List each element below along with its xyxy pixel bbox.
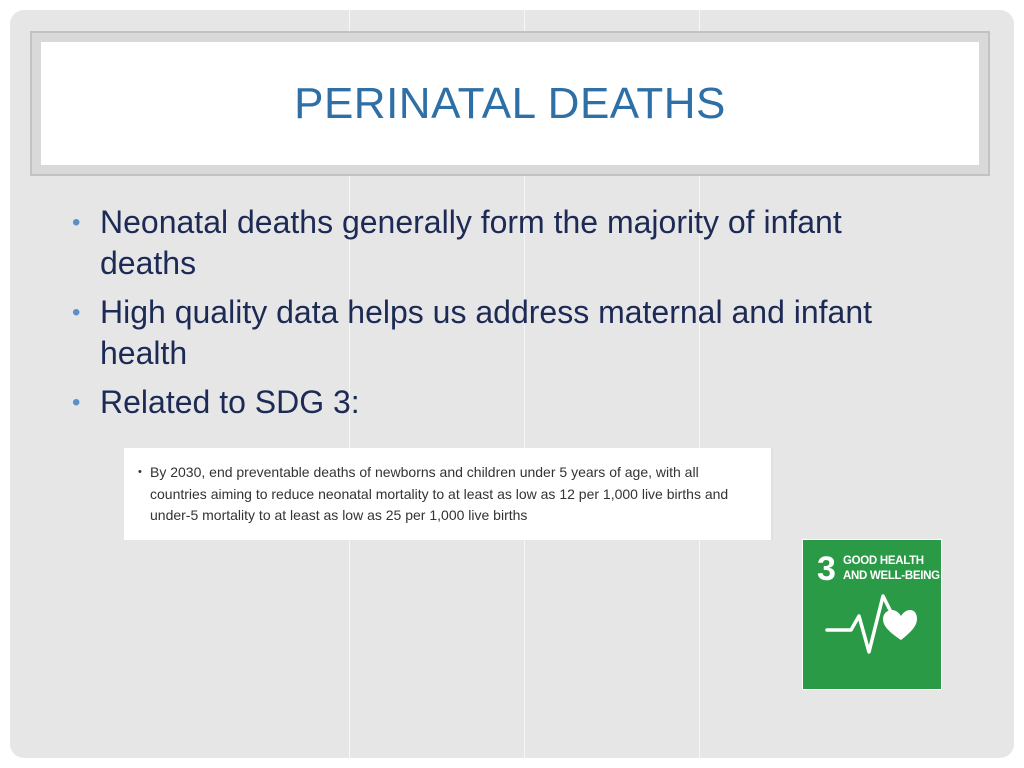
bullet-item	[70, 202, 940, 284]
slide-title: PERINATAL DEATHS	[294, 78, 726, 128]
bullet-text: High quality data helps us address maternal and infant health	[100, 294, 873, 371]
bullet-item	[70, 382, 940, 423]
bullet-icon: •	[72, 299, 81, 326]
sdg-number: 3	[817, 550, 836, 588]
title-frame	[30, 31, 990, 176]
bullet-item	[70, 292, 940, 374]
sdg-label	[843, 554, 940, 584]
sdg-3-logo	[802, 539, 942, 690]
quote-bullet-icon: •	[138, 466, 142, 478]
sdg-label-line: AND WELL-BEING	[843, 570, 940, 582]
slide	[10, 10, 1014, 758]
sdg-label-line: GOOD HEALTH	[843, 555, 924, 567]
heartbeat-heart-icon	[825, 590, 921, 660]
bullet-text: Related to SDG 3:	[100, 384, 360, 420]
sdg-target-quote	[124, 448, 773, 540]
bullet-text: Neonatal deaths generally form the majority of infant deaths	[100, 204, 842, 281]
title-box	[41, 42, 979, 165]
bullet-list	[70, 202, 940, 431]
quote-text: By 2030, end preventable deaths of newborns and children under 5 years of age, with all countries aiming to reduce neonatal mortality to at least as low as 12 per 1,000 live births and under-5 mortality to at least as low as 25 per 1,000 live births	[150, 464, 729, 523]
bullet-icon: •	[72, 209, 81, 236]
bullet-icon: •	[72, 389, 81, 416]
